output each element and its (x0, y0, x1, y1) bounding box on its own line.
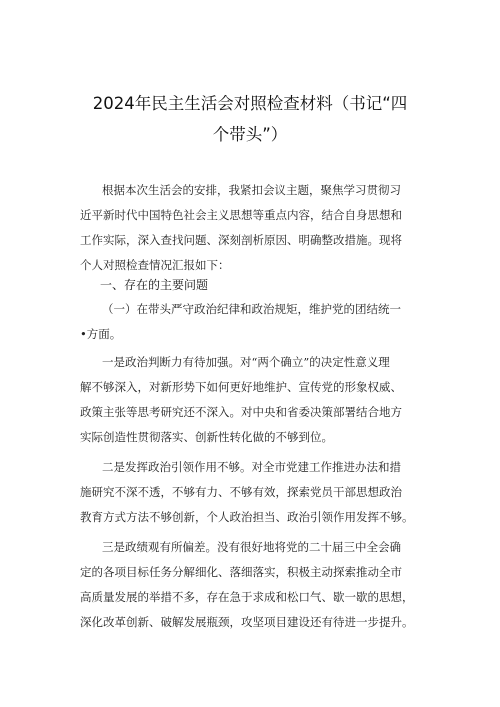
para3-line-1: 三是政绩观有所偏差。没有很好地将党的二十届三中全会确 (102, 540, 401, 554)
document-title-line-1: 2024年民主生活会对照检查材料（书记“四 (92, 94, 408, 113)
para3-line-2: 定的各项目标任务分解细化、落细落实，积极主动探索推动全市 (80, 565, 402, 579)
para1-line-1: 一是政治判断力有待加强。对“两个确立”的决定性意义理 (102, 355, 390, 369)
subheading-line-2: •方面。 (80, 327, 122, 341)
para3-line-3: 高质量发展的举措不多，存在急于求成和松口气、歇一歇的思想， (80, 590, 414, 604)
para1-line-4: 实际创造性贯彻落实、创新性转化做的不够到位。 (80, 430, 333, 444)
intro-line-3: 工作实际，深入查找问题、深刻剖析原因、明确整改措施。现将 (80, 233, 402, 247)
para2-line-2: 施研究不深不透，不够有力、不够有效，探索党员干部思想政治 (80, 485, 402, 499)
section-heading: 一、存在的主要问题 (100, 278, 209, 292)
subheading-line-1: （一）在带头严守政治纪律和政治规矩，维护党的团结统一 (102, 302, 401, 316)
para1-line-3: 政策主张等思考研究还不深入。对中央和省委决策部署结合地方 (80, 405, 402, 419)
para2-line-1: 二是发挥政治引领作用不够。对全市党建工作推进办法和措 (102, 460, 401, 474)
para1-line-2: 解不够深入，对新形势下如何更好地维护、宣传党的形象权威、 (80, 380, 402, 394)
intro-line-4: 个人对照检查情况汇报如下： (80, 258, 230, 272)
intro-line-1: 根据本次生活会的安排，我紧扣会议主题，聚焦学习贯彻习 (102, 183, 401, 197)
para3-line-4: 深化改革创新、破解发展瓶颈，攻坚项目建设还有待进一步提升。 (80, 615, 414, 629)
document-title-line-2: 个带头”） (212, 125, 288, 144)
para2-line-3: 教育方式方法不够创新，个人政治担当、政治引领作用发挥不够。 (80, 510, 414, 524)
intro-line-2: 近平新时代中国特色社会主义思想等重点内容，结合自身思想和 (80, 208, 402, 222)
